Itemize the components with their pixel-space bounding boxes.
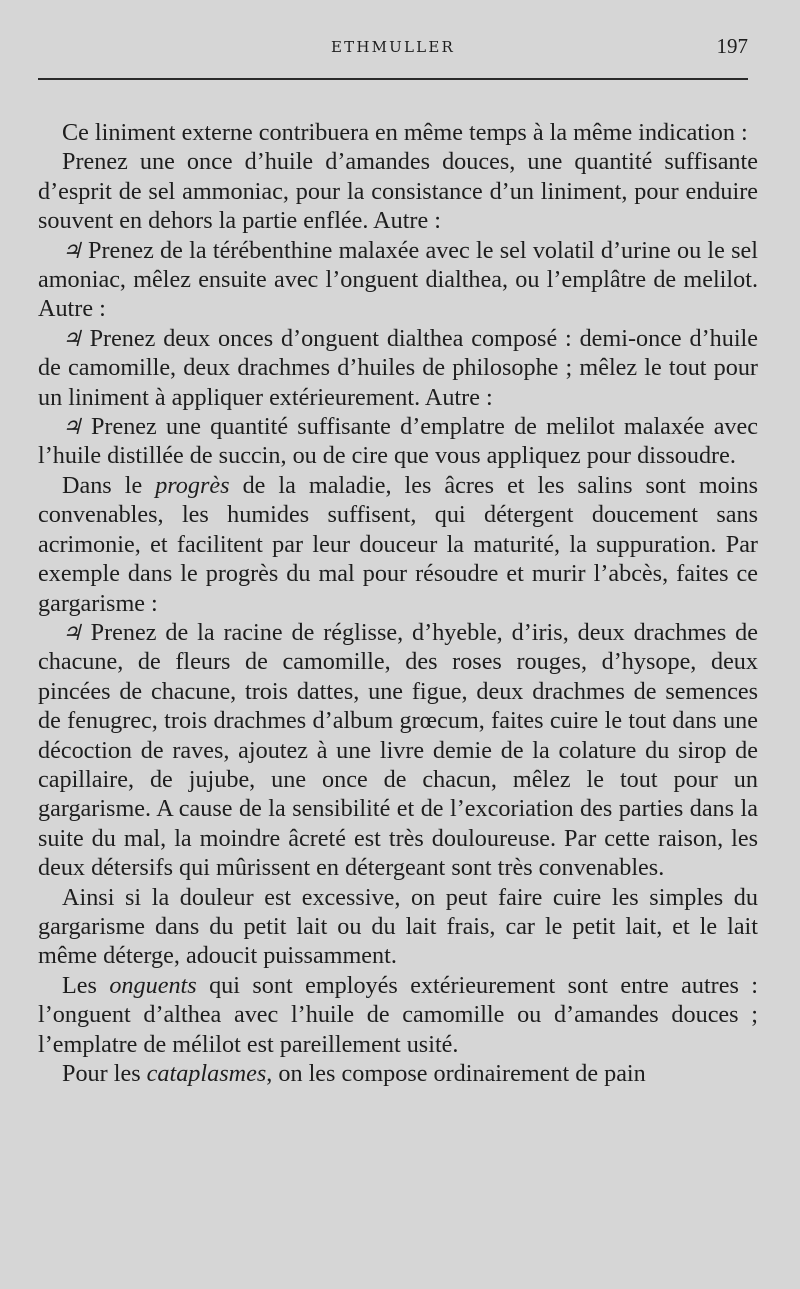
recipe-symbol-icon: ♃: [62, 325, 82, 351]
emphasis-cataplasmes: cataplasmes: [146, 1060, 267, 1087]
page-number: 197: [716, 34, 748, 58]
recipe-symbol-icon: ♃: [62, 619, 82, 645]
paragraph-2: Prenez une once d’huile d’amandes douces, une quantité suffisante d’esprit de sel ammoniac, pour la consistance d’un liniment, pour enduire souvent en dehors la partie enflée. Autre :: [38, 148, 758, 235]
paragraph-7: ♃ Prenez de la racine de réglisse, d’hyeble, d’iris, deux drachmes de chacune, de fleurs de camomille, des roses rouges, d’hysope, deux pincées de chacune, trois dattes, une figue, deux drachmes de semences de fenugrec, trois drachmes d’album grœcum, faites cuire le tout dans une décoction de raves, ajoutez à une livre demie de la colature du sirop de capillaire, de jujube, une once de chacun, mêlez le tout pour un gargarisme. A cause de la sensibilité et de l’excoriation des parties dans la suite du mal, la moindre âcreté est très douloureuse. Par cette raison, les deux détersifs qui mûrissent en détergeant sont très convenables.: [38, 618, 758, 882]
running-header: [38, 34, 748, 70]
paragraph-4: ♃ Prenez deux onces d’onguent dialthea composé : demi-once d’huile de camomille, deux drachmes d’huiles de philosophe ; mêlez le tout pour un liniment à appliquer extérieurement. Autre :: [38, 324, 758, 411]
paragraph-1: Ce liniment externe contribuera en même temps à la même indication :: [62, 119, 748, 146]
recipe-symbol-icon: ♃: [62, 237, 82, 263]
running-title: ETHMULLER: [330, 38, 455, 56]
emphasis-progres: progrès: [155, 471, 230, 499]
header-rule: [38, 78, 748, 80]
paragraph-6: Dans le progrès de la maladie, les âcres et les salins sont moins convenables, les humides suffisent, qui détergent doucement sans acrimonie, et facilitent par leur douceur la maturité, la suppuration. Par exemple dans le progrès du mal pour résoudre et murir l’abcès, faites ce gargarisme :: [38, 471, 758, 617]
paragraph-5: ♃ Prenez une quantité suffisante d’emplatre de melilot malaxée avec l’huile distillée de succin, ou de cire que vous appliquez pour dissoudre.: [38, 413, 758, 470]
recipe-symbol-icon: ♃: [62, 414, 82, 440]
paragraph-10: Pour les cataplasmes, on les compose ordinairement de pain: [62, 1060, 646, 1087]
body-text: [38, 118, 758, 1088]
paragraph-8: Ainsi si la douleur est excessive, on peut faire cuire les simples du gargarisme dans du petit lait ou du lait frais, car le petit lait, et le lait même déterge, adoucit puissamment.: [38, 883, 758, 970]
paragraph-9: Les onguents qui sont employés extérieurement sont entre autres : l’onguent d’althea avec l’huile de camomille ou d’amandes douces ; l’emplatre de mélilot est pareillement usité.: [38, 971, 758, 1058]
paragraph-3: ♃ Prenez de la térébenthine malaxée avec le sel volatil d’urine ou le sel amoniac, mêlez ensuite avec l’onguent dialthea, ou l’emplâtre de melilot. Autre :: [38, 236, 759, 323]
emphasis-onguents: onguents: [109, 971, 197, 999]
